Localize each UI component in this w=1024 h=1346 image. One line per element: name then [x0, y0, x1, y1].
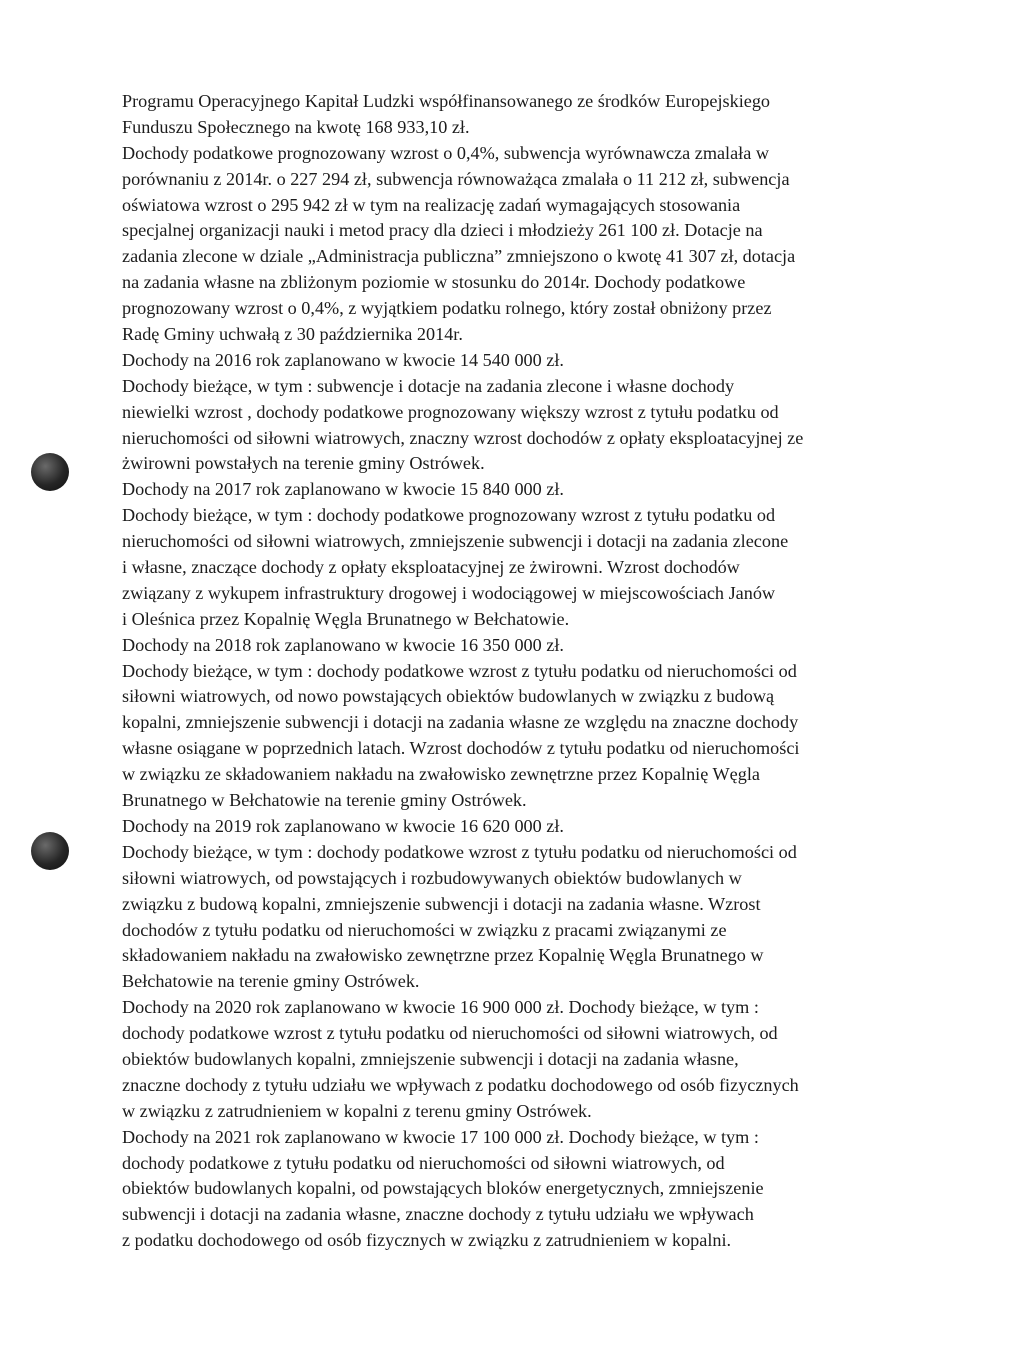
text-line: Dochody na 2018 rok zaplanowano w kwocie 16 350 000 zł.: [122, 634, 564, 655]
text-line: siłowni wiatrowych, od powstających i rozbudowywanych obiektów budowlanych w: [122, 867, 742, 888]
text-line: w związku z zatrudnieniem w kopalni z terenu gminy Ostrówek.: [122, 1100, 592, 1121]
text-line: Dochody na 2017 rok zaplanowano w kwocie 15 840 000 zł.: [122, 479, 564, 500]
binder-hole-upper: [31, 453, 69, 491]
text-line: w związku ze składowaniem nakładu na zwałowisko zewnętrzne przez Kopalnię Węgla: [122, 764, 760, 785]
text-line: nieruchomości od siłowni wiatrowych, znaczny wzrost dochodów z opłaty eksploatacyjnej ze: [122, 427, 804, 448]
text-line: obiektów budowlanych kopalni, od powstających bloków energetycznych, zmniejszenie: [122, 1178, 764, 1199]
text-line: Brunatnego w Bełchatowie na terenie gminy Ostrówek.: [122, 790, 527, 811]
text-line: z podatku dochodowego od osób fizycznych w związku z zatrudnieniem w kopalni.: [122, 1230, 732, 1251]
text-line: własne osiągane w poprzednich latach. Wzrost dochodów z tytułu podatku od nieruchomości: [122, 738, 800, 759]
text-line: Bełchatowie na terenie gminy Ostrówek.: [122, 971, 420, 992]
text-line: Dochody na 2020 rok zaplanowano w kwocie 16 900 000 zł. Dochody bieżące, w tym :: [122, 997, 759, 1018]
text-line: Programu Operacyjnego Kapitał Ludzki współfinansowanego ze środków Europejskiego: [122, 91, 771, 111]
text-line: Dochody na 2021 rok zaplanowano w kwocie 17 100 000 zł. Dochody bieżące, w tym :: [122, 1126, 759, 1147]
text-line: żwirowni powstałych na terenie gminy Ostrówek.: [122, 453, 485, 474]
text-line: składowaniem nakładu na zwałowisko zewnętrzne przez Kopalnię Węgla Brunatnego w: [122, 945, 764, 966]
text-line: i własne, znaczące dochody z opłaty eksploatacyjnej ze żwirowni. Wzrost dochodów: [122, 557, 740, 578]
text-line: dochody podatkowe wzrost z tytułu podatku od nieruchomości od siłowni wiatrowych, od: [122, 1023, 778, 1044]
text-line: Dochody bieżące, w tym : dochody podatkowe wzrost z tytułu podatku od nieruchomości od: [122, 660, 797, 681]
text-line: Dochody bieżące, w tym : dochody podatkowe prognozowany wzrost z tytułu podatku od: [122, 505, 776, 526]
binder-hole-lower: [31, 832, 69, 870]
text-line: porównaniu z 2014r. o 227 294 zł, subwencja równoważąca zmalała o 11 212 zł, subwencja: [122, 168, 790, 189]
text-line: dochody podatkowe z tytułu podatku od nieruchomości od siłowni wiatrowych, od: [122, 1152, 725, 1173]
text-line: kopalni, zmniejszenie subwencji i dotacji na zadania własne ze względu na znaczne dochody: [122, 712, 799, 733]
text-line: specjalnej organizacji nauki i metod pracy dla dzieci i młodzieży 261 100 zł. Dotacje na: [122, 220, 763, 241]
text-line: oświatowa wzrost o 295 942 zł w tym na realizację zadań wymagających stosowania: [122, 194, 741, 215]
text-line: obiektów budowlanych kopalni, zmniejszenie subwencji i dotacji na zadania własne,: [122, 1048, 739, 1069]
text-line: zadania zlecone w dziale „Administracja publiczna” zmniejszono o kwotę 41 307 zł, dotacja: [122, 246, 796, 267]
text-line: znaczne dochody z tytułu udziału we wpływach z podatku dochodowego od osób fizycznych: [122, 1074, 799, 1095]
text-line: nieruchomości od siłowni wiatrowych, zmniejszenie subwencji i dotacji na zadania zlecone: [122, 531, 789, 552]
text-line: prognozowany wzrost o 0,4%, z wyjątkiem podatku rolnego, który został obniżony przez: [122, 298, 772, 319]
text-line: Dochody na 2016 rok zaplanowano w kwocie 14 540 000 zł.: [122, 349, 564, 370]
text-line: i Oleśnica przez Kopalnię Węgla Brunatnego w Bełchatowie.: [122, 608, 570, 629]
text-line: związany z wykupem infrastruktury drogowej i wodociągowej w miejscowościach Janów: [122, 582, 776, 603]
text-line: Dochody bieżące, w tym : subwencje i dotacje na zadania zlecone i własne dochody: [122, 375, 735, 396]
text-line: Funduszu Społecznego na kwotę 168 933,10 zł.: [122, 116, 470, 137]
text-line: Dochody na 2019 rok zaplanowano w kwocie 16 620 000 zł.: [122, 815, 564, 836]
document-body: [122, 89, 914, 1254]
text-line: Radę Gminy uchwałą z 30 października 2014r.: [122, 324, 463, 345]
text-line: związku z budową kopalni, zmniejszenie subwencji i dotacji na zadania własne. Wzrost: [122, 893, 761, 914]
text-line: subwencji i dotacji na zadania własne, znaczne dochody z tytułu udziału we wpływach: [122, 1204, 754, 1225]
text-line: Dochody bieżące, w tym : dochody podatkowe wzrost z tytułu podatku od nieruchomości od: [122, 841, 797, 862]
text-line: na zadania własne na zbliżonym poziomie w stosunku do 2014r. Dochody podatkowe: [122, 272, 746, 293]
text-line: siłowni wiatrowych, od nowo powstających obiektów budowlanych w związku z budową: [122, 686, 775, 707]
text-line: dochodów z tytułu podatku od nieruchomości w związku z pracami związanymi ze: [122, 919, 727, 940]
text-line: Dochody podatkowe prognozowany wzrost o 0,4%, subwencja wyrównawcza zmalała w: [122, 142, 769, 163]
text-line: niewielki wzrost , dochody podatkowe prognozowany większy wzrost z tytułu podatku od: [122, 401, 779, 422]
